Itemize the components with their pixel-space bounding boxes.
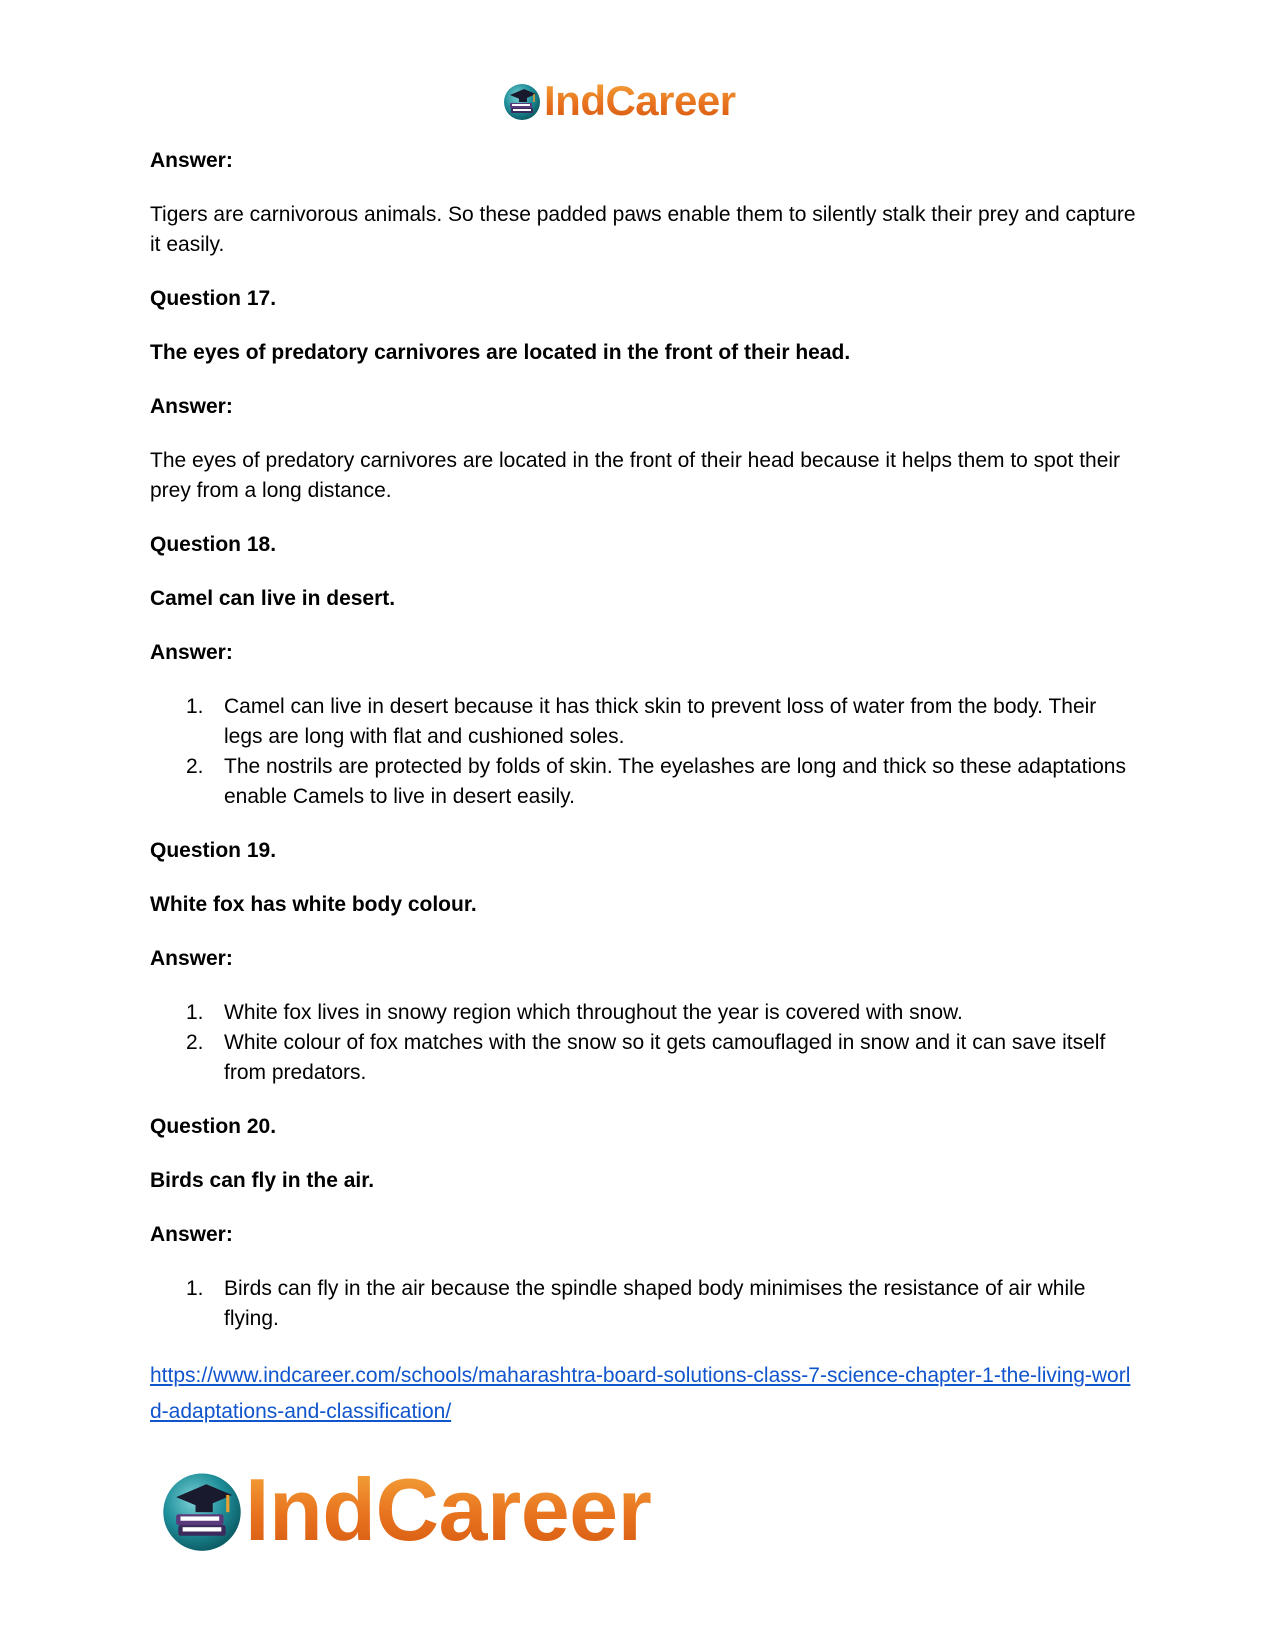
source-link[interactable]: https://www.indcareer.com/schools/maharashtra-board-solutions-class-7-science-chapter-1-the-living-world-adaptations-and-classification/ (150, 1364, 1131, 1423)
list-item (150, 998, 1140, 1028)
question-number: Question 18. (150, 533, 277, 556)
answer-list (150, 998, 1140, 1088)
graduation-cap-books-globe-icon (502, 81, 542, 121)
list-item (150, 692, 1140, 752)
list-item-number: 1. (186, 1277, 204, 1300)
footer-logo (159, 1460, 652, 1559)
question-text: The eyes of predatory carnivores are located in the front of their head. (150, 341, 851, 364)
graduation-cap-books-globe-icon (159, 1467, 245, 1553)
question-number: Question 20. (150, 1115, 277, 1138)
list-item-number: 1. (186, 695, 204, 718)
question-text: Camel can live in desert. (150, 587, 396, 610)
question-number: Question 19. (150, 839, 277, 862)
answer-list (150, 692, 1140, 812)
logo-text: IndCareer (245, 1460, 652, 1559)
question-text: Birds can fly in the air. (150, 1169, 375, 1192)
list-item (150, 1274, 1140, 1334)
list-item (150, 1028, 1140, 1088)
answer-label: Answer: (150, 149, 233, 172)
list-item-text: The nostrils are protected by folds of skin. The eyelashes are long and thick so these adaptations enable Camels to live in desert easily. (224, 755, 1126, 808)
answer-label: Answer: (150, 947, 233, 970)
answer-text: The eyes of predatory carnivores are located in the front of their head because it helps them to spot their prey from a long distance. (150, 449, 1121, 502)
header-logo (502, 77, 736, 124)
list-item-number: 2. (186, 755, 204, 778)
logo-text: IndCareer (544, 77, 736, 124)
answer-label: Answer: (150, 641, 233, 664)
answer-label: Answer: (150, 395, 233, 418)
list-item-text: White fox lives in snowy region which throughout the year is covered with snow. (224, 1001, 963, 1024)
question-number: Question 17. (150, 287, 277, 310)
list-item-text: Birds can fly in the air because the spindle shaped body minimises the resistance of air while flying. (224, 1277, 1086, 1330)
answer-list (150, 1274, 1140, 1334)
list-item-number: 1. (186, 1001, 204, 1024)
list-item-text: Camel can live in desert because it has thick skin to prevent loss of water from the body. Their legs are long with flat and cushioned soles. (224, 695, 1097, 748)
question-text: White fox has white body colour. (150, 893, 477, 916)
document-body (150, 146, 1140, 1430)
answer-label: Answer: (150, 1223, 233, 1246)
list-item (150, 752, 1140, 812)
answer-text: Tigers are carnivorous animals. So these padded paws enable them to silently stalk their prey and capture it easily. (150, 203, 1136, 256)
list-item-number: 2. (186, 1031, 204, 1054)
list-item-text: White colour of fox matches with the snow so it gets camouflaged in snow and it can save itself from predators. (224, 1031, 1106, 1084)
